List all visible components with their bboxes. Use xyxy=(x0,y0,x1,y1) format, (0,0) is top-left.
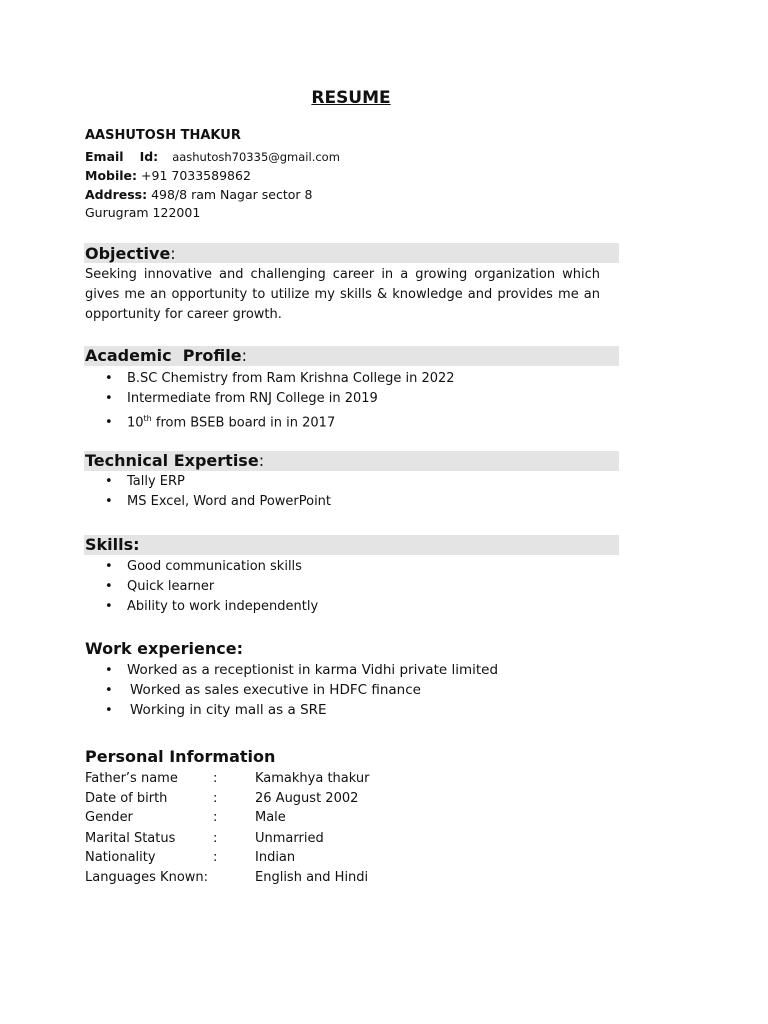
work-heading: Work experience: xyxy=(85,639,243,658)
row-separator: : xyxy=(213,850,218,865)
list-item: • Intermediate from RNJ College in 2019 xyxy=(105,389,455,409)
email-label: Email xyxy=(85,149,124,164)
bullet-icon: • xyxy=(105,663,113,678)
list-item: • Working in city mall as a SRE xyxy=(105,700,498,720)
bullet-icon: • xyxy=(105,494,113,509)
personal-row xyxy=(85,829,505,849)
list-item: • Good communication skills xyxy=(105,557,318,577)
row-separator: : xyxy=(213,831,218,846)
address-label: Address: xyxy=(85,187,148,202)
objective-heading: Objective: xyxy=(85,244,176,263)
mobile-line xyxy=(85,166,251,185)
list-item: • MS Excel, Word and PowerPoint xyxy=(105,492,331,512)
row-value: Unmarried xyxy=(255,831,324,846)
address-line-1 xyxy=(85,185,312,204)
row-separator: : xyxy=(213,810,218,825)
list-item: • 10th from BSEB board in in 2017 xyxy=(105,409,455,429)
personal-heading: Personal Information xyxy=(85,747,276,766)
bullet-icon: • xyxy=(105,559,113,574)
row-label: Nationality xyxy=(85,850,156,865)
row-separator: : xyxy=(213,791,218,806)
mobile-label: Mobile: xyxy=(85,168,138,183)
list-item: • B.SC Chemistry from Ram Krishna College in 2022 xyxy=(105,369,455,389)
skills-list xyxy=(105,557,318,617)
bullet-icon: • xyxy=(105,415,113,431)
email-line xyxy=(85,147,340,167)
bullet-icon: • xyxy=(105,599,113,614)
personal-row xyxy=(85,808,505,828)
page-title: RESUME xyxy=(311,88,391,108)
list-item: • Worked as a receptionist in karma Vidhi private limited xyxy=(105,660,498,680)
bullet-icon: • xyxy=(105,474,113,489)
list-item: • Tally ERP xyxy=(105,472,331,492)
personal-row xyxy=(85,868,505,888)
work-list xyxy=(105,660,498,720)
personal-row xyxy=(85,848,505,868)
email-value: aashutosh70335@gmail.com xyxy=(172,150,340,164)
bullet-icon: • xyxy=(105,371,113,386)
row-label: Date of birth xyxy=(85,791,168,806)
row-value: Male xyxy=(255,810,286,825)
personal-row xyxy=(85,789,505,809)
list-item: • Quick learner xyxy=(105,577,318,597)
address-line-2: Gurugram 122001 xyxy=(85,205,201,220)
skills-heading: Skills: xyxy=(85,535,140,554)
list-item: • Ability to work independently xyxy=(105,597,318,617)
bullet-icon: • xyxy=(105,391,113,406)
row-label: Father’s name xyxy=(85,771,178,786)
technical-list xyxy=(105,472,331,512)
address-value-1: 498/8 ram Nagar sector 8 xyxy=(151,187,313,202)
mobile-value: +91 7033589862 xyxy=(141,168,251,183)
technical-heading: Technical Expertise: xyxy=(85,451,265,470)
academic-list xyxy=(105,369,455,429)
row-label: Gender xyxy=(85,810,133,825)
row-value: Kamakhya thakur xyxy=(255,771,370,786)
list-item: • Worked as sales executive in HDFC finance xyxy=(105,680,498,700)
bullet-icon: • xyxy=(105,683,113,698)
objective-text: Seeking innovative and challenging career in a growing organization which gives me an opportunity to utilize my skills & knowledge and provides me an opportunity for career growth. xyxy=(85,267,600,322)
skills-heading-bar xyxy=(84,535,619,555)
academic-heading: Academic Profile: xyxy=(85,346,247,365)
personal-row xyxy=(85,769,505,789)
row-value: 26 August 2002 xyxy=(255,791,359,806)
row-separator: : xyxy=(213,771,218,786)
row-label: Marital Status xyxy=(85,831,176,846)
bullet-icon: • xyxy=(105,579,113,594)
row-value: Indian xyxy=(255,850,296,865)
email-id-label: Id: xyxy=(139,149,159,164)
candidate-name: AASHUTOSH THAKUR xyxy=(85,128,241,143)
row-value: English and Hindi xyxy=(255,870,369,885)
row-label: Languages Known: xyxy=(85,870,209,885)
bullet-icon: • xyxy=(105,703,113,718)
